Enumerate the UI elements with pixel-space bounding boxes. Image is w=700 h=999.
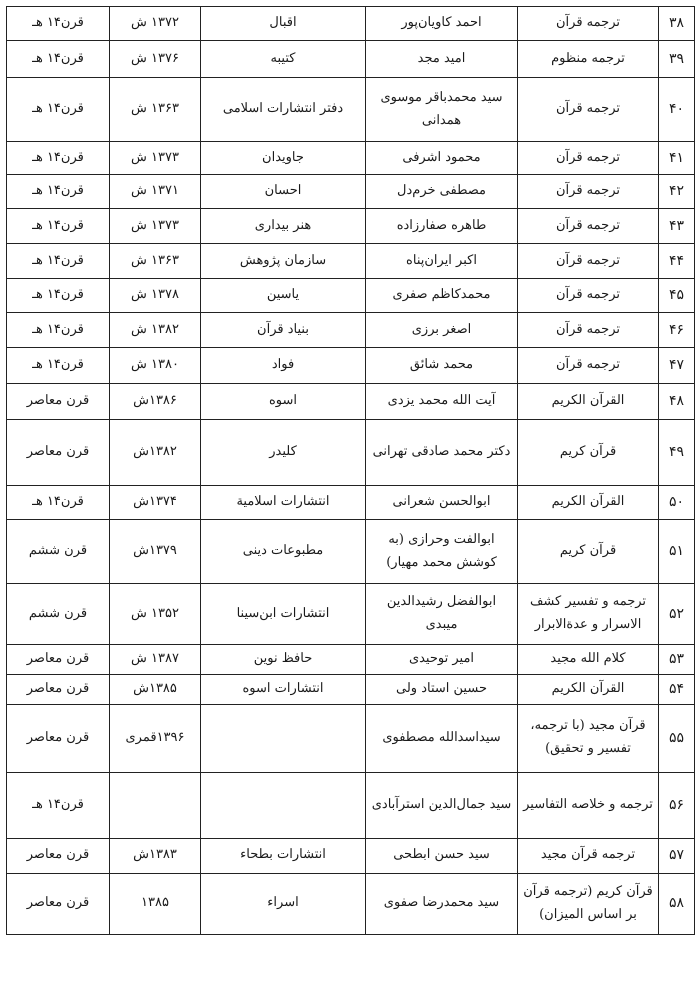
publication-year [110,772,201,838]
table-row [7,873,695,934]
table-row [7,209,695,244]
table-row [7,279,695,313]
translator-name: احمد کاویان‌پور [366,7,518,41]
publication-year: ۱۳۸۷ ش [110,645,201,675]
publisher-name: کلیدر [201,420,366,486]
publication-year: ۱۳۸۵ش [110,674,201,704]
century-label: قرن۱۴ هـ [7,142,110,175]
century-label: قرن ششم [7,520,110,584]
publisher-name: انتشارات ابن‌سینا [201,584,366,645]
publisher-name: احسان [201,175,366,209]
row-number: ۴۸ [659,384,695,420]
translator-name: ابوالفت وحرازی (به کوشش محمد مهیار) [366,520,518,584]
translator-name: محمدکاظم صفری [366,279,518,313]
publisher-name: اقبال [201,7,366,41]
translator-name: آیت الله محمد یزدی [366,384,518,420]
publisher-name: انتشارات بطحاء [201,838,366,873]
book-title: ترجمه قرآن [518,209,659,244]
book-title: ترجمه قرآن [518,348,659,384]
translator-name: دکتر محمد صادقی تهرانی [366,420,518,486]
publication-year: ۱۳۷۲ ش [110,7,201,41]
publication-year: ۱۳۵۲ ش [110,584,201,645]
publisher-name: هنر بیداری [201,209,366,244]
table-row [7,772,695,838]
book-title: ترجمه قرآن [518,175,659,209]
publication-year: ۱۳۶۳ ش [110,78,201,142]
publisher-name: دفتر انتشارات اسلامی [201,78,366,142]
translator-name: حسین استاد ولی [366,674,518,704]
translator-name: محمد شائق [366,348,518,384]
book-title: ترجمه و تفسیر کشف الاسرار و عدة‌الابرار [518,584,659,645]
publication-year: ۱۳۸۵ [110,873,201,934]
publication-year: ۱۳۷۴ش [110,486,201,520]
book-title: ترجمه قرآن [518,78,659,142]
row-number: ۳۸ [659,7,695,41]
translator-name: امید مجد [366,41,518,78]
row-number: ۵۸ [659,873,695,934]
century-label: قرن معاصر [7,420,110,486]
book-title: القرآن الکریم [518,486,659,520]
row-number: ۴۲ [659,175,695,209]
book-title: قرآن کریم [518,520,659,584]
century-label: قرن۱۴ هـ [7,78,110,142]
row-number: ۵۷ [659,838,695,873]
book-title: القرآن الکریم [518,384,659,420]
century-label: قرن۱۴ هـ [7,313,110,348]
publisher-name: اسوه [201,384,366,420]
translator-name: سید حسن ابطحی [366,838,518,873]
book-title: ترجمه قرآن [518,279,659,313]
publisher-name: مطبوعات دینی [201,520,366,584]
book-title: ترجمه قرآن [518,142,659,175]
book-title: ترجمه قرآن [518,244,659,279]
table-row [7,520,695,584]
book-title: قرآن مجید (با ترجمه، تفسیر و تحقیق) [518,704,659,772]
translator-name: اصغر برزی [366,313,518,348]
row-number: ۴۴ [659,244,695,279]
century-label: قرن۱۴ هـ [7,486,110,520]
row-number: ۴۹ [659,420,695,486]
publisher-name [201,704,366,772]
table-row [7,838,695,873]
translator-name: امیر توحیدی [366,645,518,675]
translator-name: ابوالحسن شعرانی [366,486,518,520]
century-label: قرن۱۴ هـ [7,41,110,78]
table-row [7,313,695,348]
century-label: قرن معاصر [7,384,110,420]
table-body [7,7,695,935]
century-label: قرن ششم [7,584,110,645]
translator-name: اکبر ایران‌پناه [366,244,518,279]
translator-name: طاهره صفارزاده [366,209,518,244]
century-label: قرن معاصر [7,674,110,704]
publication-year: ۱۳۸۳ش [110,838,201,873]
row-number: ۵۲ [659,584,695,645]
century-label: قرن۱۴ هـ [7,7,110,41]
book-title: ترجمه منظوم [518,41,659,78]
century-label: قرن معاصر [7,704,110,772]
table-row [7,486,695,520]
century-label: قرن۱۴ هـ [7,279,110,313]
publication-year: ۱۳۸۲ش [110,420,201,486]
publication-year: ۱۳۷۸ ش [110,279,201,313]
row-number: ۵۰ [659,486,695,520]
row-number: ۴۳ [659,209,695,244]
publisher-name: انتشارات اسلامیة [201,486,366,520]
translator-name: مصطفی خرم‌دل [366,175,518,209]
row-number: ۴۷ [659,348,695,384]
row-number: ۵۴ [659,674,695,704]
publisher-name: انتشارات اسوه [201,674,366,704]
translator-name: سید محمدرضا صفوی [366,873,518,934]
publisher-name: جاویدان [201,142,366,175]
table-row [7,142,695,175]
table-row [7,244,695,279]
row-number: ۵۱ [659,520,695,584]
translations-table [6,6,695,935]
book-title: قرآن کریم (ترجمه قرآن بر اساس المیزان) [518,873,659,934]
book-title: القرآن الکریم [518,674,659,704]
book-title: قرآن کریم [518,420,659,486]
century-label: قرن۱۴ هـ [7,175,110,209]
book-title: ترجمه قرآن [518,7,659,41]
table-row [7,674,695,704]
row-number: ۳۹ [659,41,695,78]
publication-year: ۱۳۶۳ ش [110,244,201,279]
row-number: ۵۳ [659,645,695,675]
publication-year: ۱۳۷۹ش [110,520,201,584]
publisher-name: بنیاد قرآن [201,313,366,348]
table-row [7,7,695,41]
publisher-name: سازمان پژوهش [201,244,366,279]
table-row [7,704,695,772]
publication-year: ۱۳۷۳ ش [110,209,201,244]
publisher-name [201,772,366,838]
century-label: قرن۱۴ هـ [7,244,110,279]
publication-year: ۱۳۷۳ ش [110,142,201,175]
translator-name: محمود اشرفی [366,142,518,175]
table-row [7,175,695,209]
book-title: ترجمه قرآن [518,313,659,348]
publisher-name: یاسین [201,279,366,313]
table-row [7,348,695,384]
publication-year: ۱۳۷۱ ش [110,175,201,209]
table-row [7,584,695,645]
table-row [7,384,695,420]
century-label: قرن۱۴ هـ [7,348,110,384]
table-row [7,645,695,675]
publisher-name: کتیبه [201,41,366,78]
publication-year: ۱۳۹۶قمری [110,704,201,772]
row-number: ۴۶ [659,313,695,348]
book-title: ترجمه قرآن مجید [518,838,659,873]
row-number: ۴۵ [659,279,695,313]
row-number: ۴۱ [659,142,695,175]
book-title: کلام الله مجید [518,645,659,675]
translator-name: سیداسدالله مصطفوی [366,704,518,772]
row-number: ۴۰ [659,78,695,142]
century-label: قرن معاصر [7,873,110,934]
publication-year: ۱۳۸۲ ش [110,313,201,348]
publication-year: ۱۳۷۶ ش [110,41,201,78]
table-row [7,420,695,486]
translator-name: سید جمال‌الدین استرآبادی [366,772,518,838]
century-label: قرن۱۴ هـ [7,772,110,838]
publisher-name: حافظ نوین [201,645,366,675]
row-number: ۵۵ [659,704,695,772]
century-label: قرن معاصر [7,838,110,873]
century-label: قرن۱۴ هـ [7,209,110,244]
publisher-name: اسراء [201,873,366,934]
table-row [7,41,695,78]
publication-year: ۱۳۸۰ ش [110,348,201,384]
row-number: ۵۶ [659,772,695,838]
translator-name: ابوالفضل رشیدالدین میبدی [366,584,518,645]
publication-year: ۱۳۸۶ش [110,384,201,420]
book-title: ترجمه و خلاصه التفاسیر [518,772,659,838]
translator-name: سید محمدباقر موسوی همدانی [366,78,518,142]
table-row [7,78,695,142]
publisher-name: فواد [201,348,366,384]
century-label: قرن معاصر [7,645,110,675]
